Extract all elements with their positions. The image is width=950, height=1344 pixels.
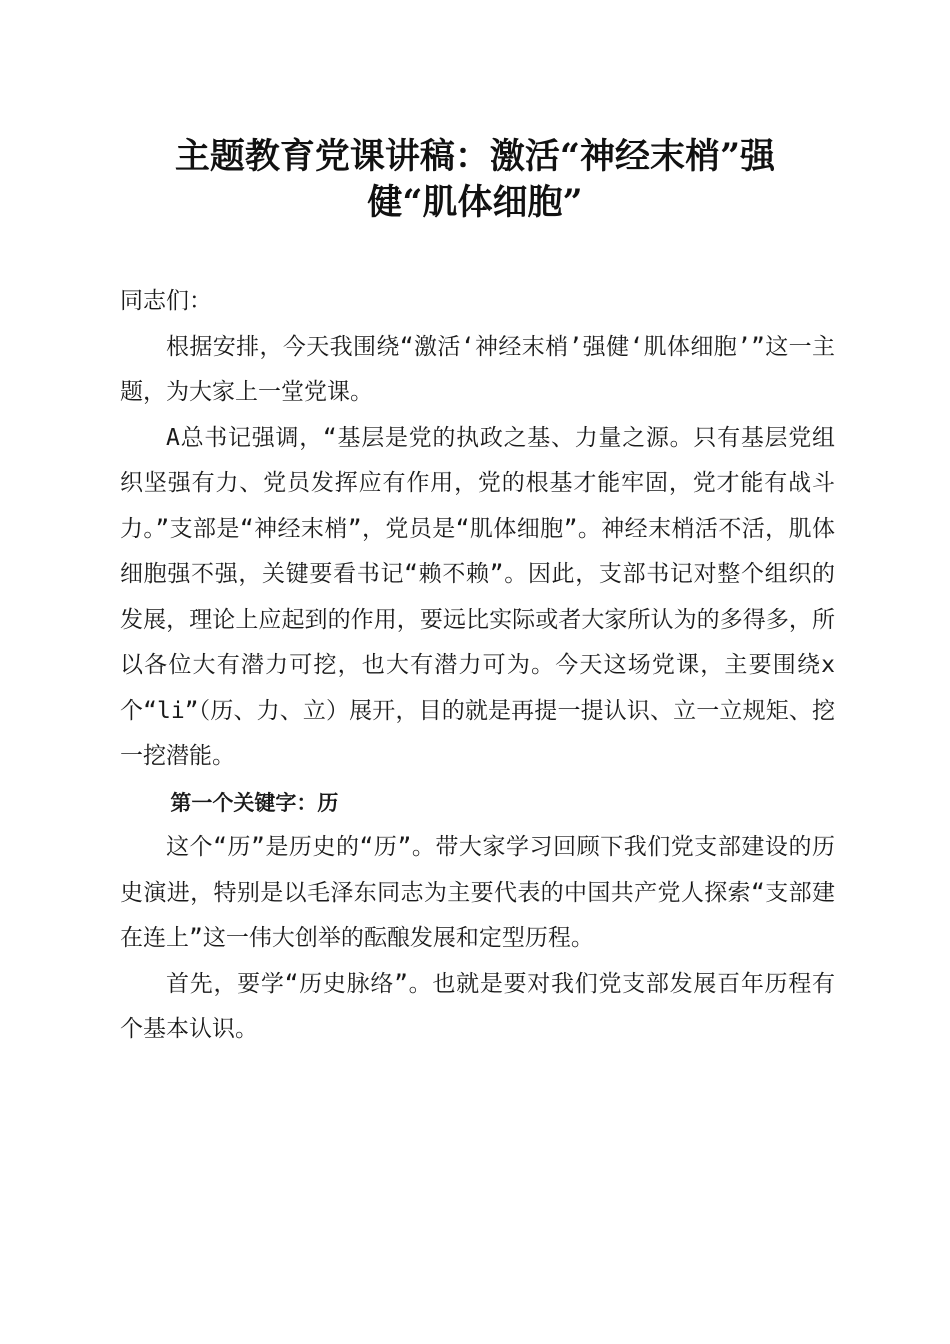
section-paragraph: 首先，要学“历史脉络”。也就是要对我们党支部发展百年历程有个基本认识。 [120, 970, 835, 1042]
document-title [120, 134, 830, 226]
section-heading: 第一个关键字：历 [170, 789, 339, 815]
section-paragraph: 这个“历”是历史的“历”。带大家学习回顾下我们党支部建设的历史演进，特别是以毛泽东同志为主要代表的中国共产党人探索“支部建在连上”这一伟大创举的酝酿发展和定型历程。 [120, 834, 835, 951]
document-body [120, 279, 835, 1053]
paragraph-intro: 根据安排，今天我围绕“激活‘神经末梢’强健‘肌体细胞’”这一主题，为大家上一堂党课。 [120, 333, 835, 405]
title-line-1: 主题教育党课讲稿：激活“神经末梢”强 [174, 136, 776, 177]
greeting: 同志们： [120, 288, 212, 314]
paragraph-quote: A总书记强调，“基层是党的执政之基、力量之源。只有基层党组织坚强有力、党员发挥应有作用，党的根基才能牢固，党才能有战斗力。”支部是“神经末梢”，党员是“肌体细胞”。神经末梢活不活，肌体细胞强不强，关键要看书记“赖不赖”。因此，支部书记对整个组织的发展，理论上应起到的作用，要远比实际或者大家所认为的多得多，所以各位大有潜力可挖，也大有潜力可为。今天这场党课，主要围绕x个“li”（历、力、立）展开，目的就是再提一提认识、立一立规矩、挖一挖潜能。 [120, 424, 835, 769]
title-line-2: 健“肌体细胞” [367, 182, 583, 223]
